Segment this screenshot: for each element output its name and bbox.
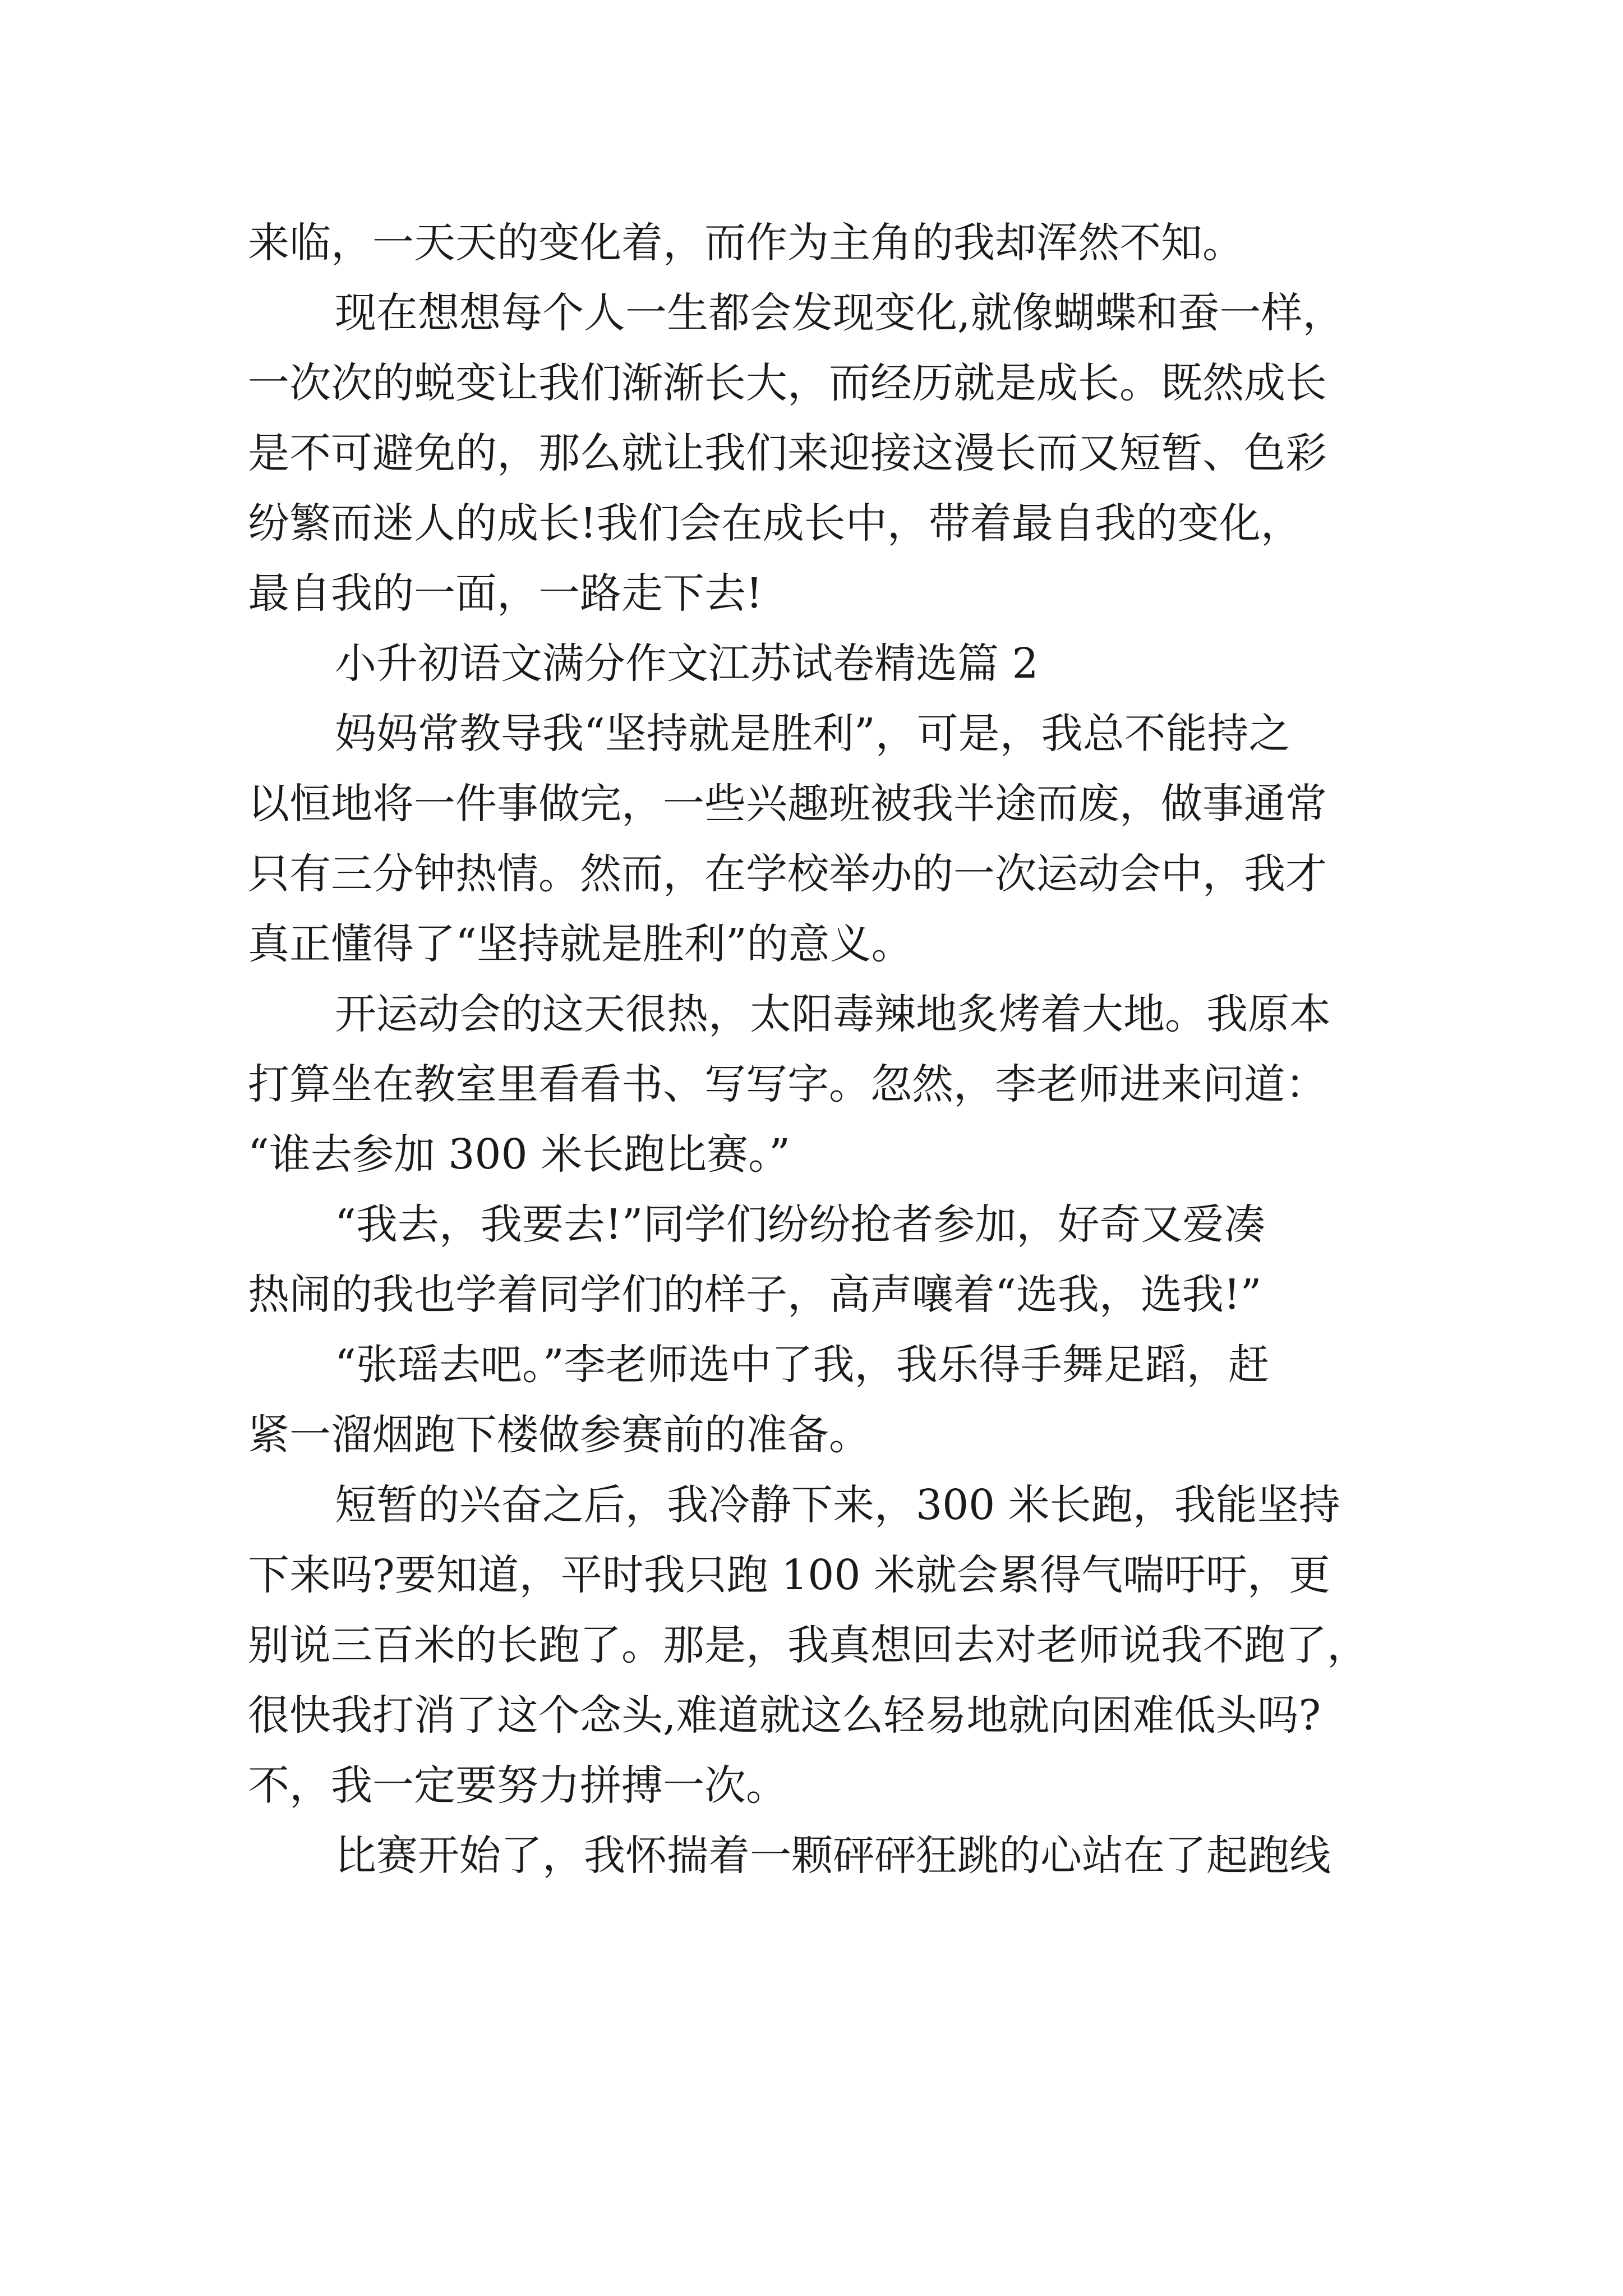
paragraph-line: “张瑶去吧。”李老师选中了我，我乐得手舞足蹈，赶: [335, 1341, 1270, 1389]
paragraph-line: 比赛开始了，我怀揣着一颗砰砰狂跳的心站在了起跑线: [335, 1832, 1331, 1880]
paragraph-line: 打算坐在教室里看看书、写写字。忽然，李老师进来问道：: [248, 1060, 1327, 1108]
paragraph-line: “我去，我要去!”同学们纷纷抢者参加，好奇又爱凑: [335, 1200, 1266, 1249]
paragraph-line: 只有三分钟热情。然而，在学校举办的一次运动会中，我才: [248, 850, 1327, 898]
paragraph-line: 最自我的一面，一路走下去!: [248, 569, 763, 618]
paragraph-line: “谁去参加 300 米长跑比赛。”: [248, 1130, 790, 1179]
section-heading: 小升初语文满分作文江苏试卷精选篇 2: [335, 639, 1039, 688]
paragraph-line: 真正懂得了“坚持就是胜利”的意义。: [248, 920, 913, 968]
paragraph-line: 短暂的兴奋之后，我冷静下来，300 米长跑，我能坚持: [335, 1481, 1340, 1529]
paragraph-line: 开运动会的这天很热，太阳毒辣地炙烤着大地。我原本: [335, 990, 1331, 1038]
paragraph-line: 很快我打消了这个念头,难道就这么轻易地就向困难低头吗?: [248, 1691, 1321, 1740]
paragraph-line: 不，我一定要努力拼搏一次。: [248, 1761, 787, 1810]
paragraph-line: 紧一溜烟跑下楼做参赛前的准备。: [248, 1411, 870, 1459]
paragraph-line: 以恒地将一件事做完，一些兴趣班被我半途而废，做事通常: [248, 780, 1327, 828]
paragraph-line: 纷繁而迷人的成长!我们会在成长中，带着最自我的变化，: [248, 499, 1302, 547]
paragraph-line: 热闹的我也学着同学们的样子，高声嚷着“选我，选我!”: [248, 1271, 1262, 1319]
paragraph-line: 别说三百米的长跑了。那是，我真想回去对老师说我不跑了，: [248, 1621, 1368, 1669]
paragraph-line: 一次次的蜕变让我们渐渐长大，而经历就是成长。既然成长: [248, 359, 1327, 407]
paragraph-line: 是不可避免的，那么就让我们来迎接这漫长而又短暂、色彩: [248, 429, 1327, 477]
paragraph-line: 下来吗?要知道，平时我只跑 100 米就会累得气喘吁吁，更: [248, 1551, 1330, 1599]
paragraph-line: 来临，一天天的变化着，而作为主角的我却浑然不知。: [248, 219, 1244, 267]
paragraph-line: 妈妈常教导我“坚持就是胜利”，可是，我总不能持之: [335, 710, 1290, 758]
paragraph-line: 现在想想每个人一生都会发现变化,就像蝴蝶和蚕一样，: [335, 289, 1344, 337]
